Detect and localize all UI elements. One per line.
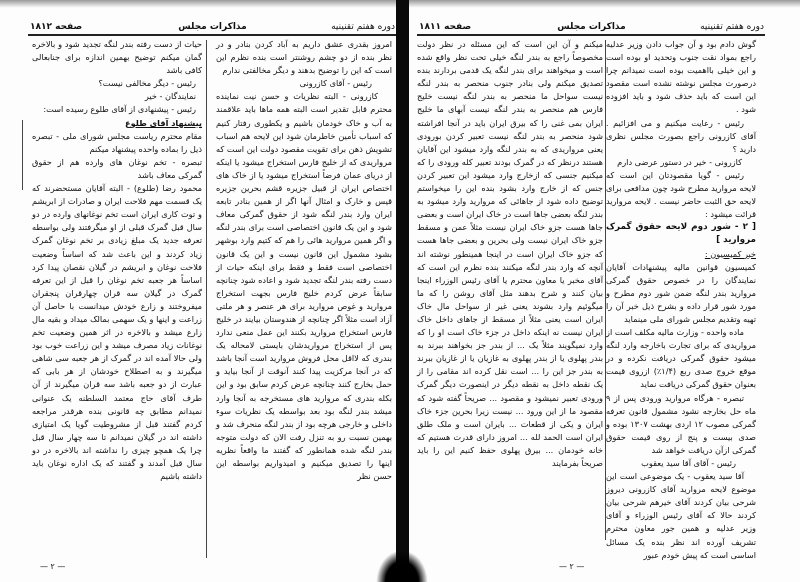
left-page-left-column [32,38,202,483]
paragraph: رئیس - گویا مقصودتان این است که لایحه مروارید مطرح شود چون مدافعی برای لایحه حق الثبت حاضر نیست . لایحه مروارید قرائت میشود : [606,169,756,220]
column-divider [605,40,606,540]
right-header-session: دوره هفتم تقنینیه [700,22,764,32]
speaker-line: رئیس - آقای کازرونی [299,78,372,89]
paragraph: آقا سید یعقوب - یک موضوعی است این موضوع لایحه مروارید آقای کازرونی دیروز شرحی بیان کردند آقای خیرهم شرحی بیان کردند حالا که آقای رئیس الوزراء و آقای وزیر عدلیه و همین جور معاون محترم تشریف آورده اند نظر بنده یک مسائل اساسی است که پیش خودم عبور [606,471,756,560]
paragraph: محمود رضا (طلوع) - البته آقایان مستحضرند که یک قسمت مهم فلاحت ایران و صادرات از ابریشم و توت کاری ایران است تخم نوغانهای وارده در دو سال قبل گمرک قبلی از او میگرفتند ولی بواسطه تعرفه جدید یک مبلغ زیادی بر تخم نوغان گمرک زیاد کردند و این باعث شد که اساساً وضعیت فلاحت نوغان و ابریشم در گیلان نقصان پیدا کرد اساساً هر جعبه تخم نوغان را قبل از این تعرفه گمرک در گیلان سه قران چهارقران پنجقران میفروختند و زارع خودش میدانست با حاصل آن زراعت و اینها و یک سهمی بمالک میداد و بقیه مال زارع میشد و بالاخره در اثر همین وضعیت تخم نوغانات زیاد مصرف میشد و این زراعت خوب بود ولی حالا آمده اند در گمرک از هر جعبه سی شاهی میگیرند و به اصطلاح خودشان از هر بابی که عبارت از دو جعبه باشد سه قران میگیرند از آن طرف آقای حاج معتمد السلطنه یک عنوانی نمیدانم مطابق چه قانونی بنده هرقدر مراجعه کردم گفتند قبل از مشروطیت گویا یک امتیازی داشته اند در گیلان نمیدانم تا سه چهار سال قبل چرا یک همچو چیزی را نداشته اند بالاخره در دو سال قبل آمدند و گفتند که یک اداره نوغان باید داشته باشیم [32,183,202,482]
right-header-title: مذاکرات مجلس [557,22,626,32]
paragraph: کازرونی - البته نظریات و حسن نیت نماینده محترم قابل تقدیر است البته همه ماها باید علاقمند به آب و خاک خودمان باشیم و یکطوری رفتار کنیم که اسباب تأمین خاطرمان شود این لایحه هم اسباب تشویش ذهن برای تقویت مقصود دولت این است که مرواریدی که از خلیج فارس استخراج میشود یا اینکه از دریای عمان فرضاً استخراج میشود یا از خاک های اختصاص ایران از قبیل جزیره قشم بحرین جزیره قیس و خارک و امثال آنها اگر از همین بنادر تابعه ایران وارد بندر لنگه شود از حقوق گمرکی معاف شود و این یک قانون اختصاصی است برای بندر لنگه و اگر همین مروارید هائی را هم که کتیم وارد بوشهر بشود مشمول این قانون نیست و این یک قانون اختصاصی است فقط و فقط برای اینکه حیات از دست رفته بندر لنگه تجدید شود و اعاده شود چنانچه سابقاً عرض کردم خلیج فارس بجهت استخراج مروارید و غوص مروارید برای هر عنصر و هر ملتی آزاد است مثلاً اگر چنانچه از هندوستان بیایند در خلیج فارس استخراج مروارید بکنند این عمل منعی ندارد پس از استخراج مرواریدشان بایستی لامحاله یک بندری که لااقل محل فروش مروارید است آنجا باشد که در آنجا مرکزیت پیدا کنند آنوقت از آنجا بیاید و حمل بخارج کنند چنانچه عرض کردم سابق بود و این بکله بندری که مروارید های مستخرجه به آنجا وارد میشد بندر لنگه بود بعد بواسطه یک نظریات سوء داخلی و خارجی هرچه بود از بندر لنگه منحرف شد و بهمین نسبت رو به تنزل رفت الان که دولت متوجه بندر لنگه شده همانطور که گفتند ما واقعاً نظریه اینها را تصدیق میکنیم و امیدواریم بواسطه این حسن نظر [216,91,392,482]
right-page-folio: — ۲ — [559,562,585,571]
speaker-line: رئیس - دیگر مخالفی نیست؟ [98,78,196,89]
margin-mark [22,120,23,190]
paragraph: امروز بقدری عشق داریم به آباد کردن بنادر و در نظر بنده از دو چشم روشنتر است بنده نظرم این است که این را توضیح بدهند و دیگر مخالفتی ندارم [216,39,392,76]
right-page-left-column [417,38,603,470]
speaker-line: رئیس - پیشنهادی از آقای طلوع رسیده است: [43,104,196,115]
speaker-line: نمایندگان - خیر [144,91,196,102]
paragraph: تبصره - تخم نوغان های وارده هم از حقوق گمرکی معاف باشد [32,156,202,180]
right-page [409,0,800,582]
left-page [0,0,396,582]
left-header-title: مذاکرات مجلس [178,22,247,32]
left-page-right-column [216,38,392,483]
right-page-right-column [606,38,756,562]
agenda-item-heading: [ ۲ - شور دوم لایحه حقوق گمرک مروارید ] [606,222,756,246]
paragraph: میکنم و آن این است که این مسئله در نظر دولت مخصوصاً راجع به بندر لنگه خیلی تحت نظر واقع شده است و میخواهند برای بندر لنگه یک قدمی بردارند بنده تصدیق میکنم ولی بنادر جنوب منحصر به بندر لنگه نیست سواحل ما منحصر به بندر لنگه نیست خلیج فارس هم منحصر به بندر لنگه نیست آبهای ما خلیج ایران بمی غنی را که بیرق ایران باید در آنجا افراشته شود منحصر به بندر لنگه نیست تعبیر کردن بورودی یعنی مرواریدی که به بندر لنگه وارد میشود این آقایان هستند درنظر که در گمرک بودند تعبیر کله ورودی را که میکنیم جنسی که ازخارج وارد میشود این تعبیر کردن جنس که از خارج وارد بشود بنده این را میخواستم توضیح داده شود از جاهائی که مروارید وارد میشود به بندر لنگه بعضی جاها است در خاک ایران است و بعضی جاها هست جزو خاک ایران نیست مثلاً عمن و مسقط جزو خاک ایران نیست ولی بحرین و بعضی جاها هست که جزو خاک ایران است در اینجا همینطور نوشته اند آنچه که وارد بندر لنگه میکنند بنده نظرم این است که آقای مخبر یا معاون محترم یا آقای رئیس الوزراء اینجا بیان کنند و شرح بدهند مثل آقای روشن را که ما میگوئیم وارد بشوند یعنی غیر از سواحل مال خاک ایران است یعنی مثلاً از مسقط از جاهای داخل خاک ایران نیست نه اینکه داخل در جزء خاک است او را که وارد نمیگویند مثلاً یک ... از بندر جز بخواهند ببرند به بندر پهلوی یا از بندر پهلوی به غازیان یا از غازیان ببرند به بندر جز این را ... است نقل کرده اند مقامی را از یک نقطه داخل به نقطه دیگر در اینصورت دیگر گمرک ورودی تعبیر نمیشود و مقصود ... صریحاً گفته شود که مقصود ما از این ورود ... نیست زیرا بحرین جزء خاک ایران و یکی از قطعات ... بایران است و ملک طلق ایران است الحمد لله ... امروز دارای قدرت هستیم که خانه خودمان ... بیرق پهلوی حفظ کنیم این را باید صریحاً بفرمایند [417,39,603,468]
left-header-rule [28,34,396,36]
speaker-line: رئیس - آقای آقا سید یعقوب [641,458,736,468]
left-header-page-number: صفحه ۱۸۱۲ [30,22,83,32]
paragraph: تبصره - هرگاه مروارید ورودی پس از ۹ ماه حل بخارجه نشود مشمول قانون تعرفه گمرکی مصوب ۱۲ اردی بهشت ۱۳۰۷ بوده و صدی بیست و پنج از روی قیمت حقوق گمرکی ازآن دریافت خواهد شد [606,392,757,455]
speaker-line: کازرونی - خیر در دستور عرضی دارم [617,156,742,167]
paragraph: حیات از دست رفته بندر لنگه تجدید شود و بالاخره گمان میکنم توضیح بهمین اندازه برای جنابعالی کافی باشد [32,39,202,76]
left-header-session: دوره هفتم تقنینیه [331,22,395,32]
paragraph: ماده واحده - وزارت مالیه مکلف است از مرواریدی که برای تجارت باخارجه وارد لنگه میشود حقوق گمرکی دریافت نکرده و در موقع خروج صدی ربع (۱/۴٪) ازروی قیمت بعنوان حقوق گمرکی دریافت نماید [606,327,757,390]
book-spine [396,0,409,582]
column-divider [206,40,207,558]
section-heading: پیشنهاد آقای طلوع [125,117,202,128]
speaker-line: رئیس - رعایت میکنیم و می افزائیم . آقای کازرونی راجع بصورت مجلس نظری دارید ؟ [606,117,756,154]
left-page-folio: — ۲ — [40,562,66,571]
paragraph: کمیسیون قوانین مالیه پیشنهادات آقایان نمایندگان را در خصوص حقوق گمرکی مروارید بندر لنگه ضمن شور دوم مطرح و مورد شور قرار داده و بشرح ذیل خبر آن را تهیه وتقدیم مجلس شورای ملی مینماید [606,261,756,324]
right-header-page-number: صفحه ۱۸۱۱ [419,22,472,32]
paragraph: گوش دادم بود و آن جواب دادن وزیر عدلیه راجع بمواد نقت جنوب وتحدید او بوده است و این خیلی بااهمیت بوده است نمیدانم چرا درصورت مجلس نوشته نشده است مقصود این است که باید حذف شود و باید افزوده شود . [606,39,756,115]
paragraph: مقام محترم ریاست مجلس شورای ملی - تبصره ذیل را بماده واحده پیشنهاد میکنم [32,130,202,154]
section-heading: خبر کمیسیون : [704,248,756,259]
right-header-rule [417,34,765,36]
